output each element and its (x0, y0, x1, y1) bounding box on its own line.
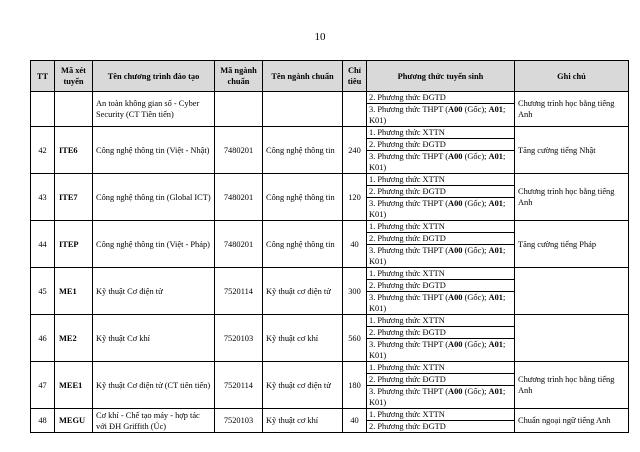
method-text: (Gốc); (462, 387, 489, 396)
note-cell: Chương trình học bằng tiếng Anh (515, 92, 629, 127)
table-row (31, 174, 629, 186)
method-text: A00 (448, 199, 463, 208)
table-row (31, 409, 629, 421)
major-code-cell: 7480201 (215, 127, 263, 174)
major-name-cell: Kỹ thuật cơ khí (263, 315, 343, 362)
method-text: ; (502, 387, 506, 396)
method-text: 3. Phương thức THPT ( (369, 152, 449, 161)
tt-cell (31, 92, 55, 127)
method-text: (Gốc); (462, 293, 489, 302)
method-text: 3. Phương thức THPT ( (369, 387, 449, 396)
method-cell: 2. Phương thức ĐGTD (367, 374, 515, 386)
table-row (31, 268, 629, 280)
header-tt: TT (31, 61, 55, 92)
table-row (31, 92, 629, 104)
quota-cell: 40 (343, 221, 367, 268)
note-cell (515, 268, 629, 315)
tt-cell: 43 (31, 174, 55, 221)
method-text: (Gốc); (462, 246, 489, 255)
method-text: K01) (369, 116, 387, 125)
method-text: A01 (488, 152, 503, 161)
method-cell (367, 245, 515, 268)
program-name-cell: Kỹ thuật Cơ khí (93, 315, 215, 362)
method-text: K01) (369, 398, 387, 407)
method-text: A01 (488, 293, 503, 302)
note-cell: Tăng cường tiếng Nhật (515, 127, 629, 174)
method-text: A01 (488, 387, 503, 396)
table-row (31, 221, 629, 233)
method-text: K01) (369, 351, 387, 360)
method-text: A00 (448, 152, 463, 161)
header-phuong-thuc: Phương thức tuyển sinh (367, 61, 515, 92)
method-text: ; (502, 293, 506, 302)
program-name-cell: Kỹ thuật Cơ điện tử (93, 268, 215, 315)
method-cell: 2. Phương thức ĐGTD (367, 327, 515, 339)
method-text: ; (502, 199, 506, 208)
program-code-cell: ME1 (55, 268, 93, 315)
major-name-cell: Công nghệ thông tin (263, 127, 343, 174)
major-code-cell: 7520103 (215, 409, 263, 433)
major-name-cell: Kỹ thuật cơ điện tử (263, 268, 343, 315)
method-cell (367, 151, 515, 174)
quota-cell: 300 (343, 268, 367, 315)
program-name-cell: Công nghệ thông tin (Global ICT) (93, 174, 215, 221)
method-text: A00 (448, 105, 463, 114)
major-code-cell: 7480201 (215, 174, 263, 221)
method-text: A00 (448, 293, 463, 302)
tt-cell: 48 (31, 409, 55, 433)
program-code-cell: ITE7 (55, 174, 93, 221)
note-cell: Chương trình học bằng tiếng Anh (515, 174, 629, 221)
admission-table (30, 60, 629, 433)
page-number: 10 (314, 31, 326, 43)
major-code-cell: 7480201 (215, 221, 263, 268)
program-code-cell: ITEP (55, 221, 93, 268)
program-code-cell (55, 92, 93, 127)
method-text: 3. Phương thức THPT ( (369, 105, 449, 114)
quota-cell: 120 (343, 174, 367, 221)
table-row (31, 362, 629, 374)
program-code-cell: MEE1 (55, 362, 93, 409)
header-ma-nganh-chuan: Mã ngành chuẩn (215, 61, 263, 92)
header-ma-xet-tuyen: Mã xét tuyển (55, 61, 93, 92)
method-cell: 1. Phương thức XTTN (367, 268, 515, 280)
method-text: 3. Phương thức THPT ( (369, 340, 449, 349)
method-text: K01) (369, 163, 387, 172)
program-code-cell: ITE6 (55, 127, 93, 174)
program-name-cell: An toàn không gian số - Cyber Security (CT Tiên tiến) (93, 92, 215, 127)
tt-cell: 47 (31, 362, 55, 409)
method-text: A01 (488, 199, 503, 208)
program-name-cell: Công nghệ thông tin (Việt - Nhật) (93, 127, 215, 174)
method-text: 3. Phương thức THPT ( (369, 293, 449, 302)
major-name-cell: Kỹ thuật cơ điện tử (263, 362, 343, 409)
method-cell: 1. Phương thức XTTN (367, 221, 515, 233)
major-code-cell (215, 92, 263, 127)
method-cell: 1. Phương thức XTTN (367, 174, 515, 186)
quota-cell: 240 (343, 127, 367, 174)
method-text: A00 (448, 246, 463, 255)
program-code-cell: ME2 (55, 315, 93, 362)
method-cell (367, 104, 515, 127)
method-text: ; (502, 152, 506, 161)
method-text: ; (502, 246, 506, 255)
note-cell: Chuẩn ngoại ngữ tiếng Anh (515, 409, 629, 433)
method-cell (367, 198, 515, 221)
method-cell: 1. Phương thức XTTN (367, 315, 515, 327)
method-text: (Gốc); (462, 105, 489, 114)
major-name-cell (263, 92, 343, 127)
major-name-cell: Công nghệ thông tin (263, 174, 343, 221)
method-text: A01 (488, 105, 503, 114)
method-text: K01) (369, 304, 387, 313)
note-cell: Tăng cường tiếng Pháp (515, 221, 629, 268)
note-cell: Chương trình học bằng tiếng Anh (515, 362, 629, 409)
method-text: 3. Phương thức THPT ( (369, 199, 449, 208)
method-text: ; (502, 105, 506, 114)
method-cell (367, 292, 515, 315)
method-cell: 1. Phương thức XTTN (367, 409, 515, 421)
method-cell: 2. Phương thức ĐGTD (367, 186, 515, 198)
method-cell: 1. Phương thức XTTN (367, 362, 515, 374)
quota-cell (343, 92, 367, 127)
method-cell: 2. Phương thức ĐGTD (367, 280, 515, 292)
method-cell: 2. Phương thức ĐGTD (367, 92, 515, 104)
program-name-cell: Cơ khí - Chế tạo máy - hợp tác với ĐH Griffith (Úc) (93, 409, 215, 433)
method-cell: 2. Phương thức ĐGTD (367, 233, 515, 245)
method-cell (367, 339, 515, 362)
method-cell (367, 386, 515, 409)
method-text: ; (502, 340, 506, 349)
method-cell: 2. Phương thức ĐGTD (367, 421, 515, 433)
note-cell (515, 315, 629, 362)
method-text: A00 (448, 340, 463, 349)
method-text: (Gốc); (462, 340, 489, 349)
method-text: (Gốc); (462, 152, 489, 161)
method-cell: 1. Phương thức XTTN (367, 127, 515, 139)
header-ten-chuong-trinh: Tên chương trình đào tạo (93, 61, 215, 92)
header-ten-nganh-chuan: Tên ngành chuẩn (263, 61, 343, 92)
method-cell: 2. Phương thức ĐGTD (367, 139, 515, 151)
tt-cell: 45 (31, 268, 55, 315)
method-text: K01) (369, 210, 387, 219)
tt-cell: 42 (31, 127, 55, 174)
header-ghi-chu: Ghi chú (515, 61, 629, 92)
program-name-cell: Kỹ thuật Cơ điện tử (CT tiên tiến) (93, 362, 215, 409)
table-row (31, 127, 629, 139)
method-text: 3. Phương thức THPT ( (369, 246, 449, 255)
tt-cell: 44 (31, 221, 55, 268)
method-text: (Gốc); (462, 199, 489, 208)
header-chi-tieu: Chỉ tiêu (343, 61, 367, 92)
major-code-cell: 7520103 (215, 315, 263, 362)
method-text: K01) (369, 257, 387, 266)
major-code-cell: 7520114 (215, 362, 263, 409)
major-name-cell: Công nghệ thông tin (263, 221, 343, 268)
program-name-cell: Công nghệ thông tin (Việt - Pháp) (93, 221, 215, 268)
header-row (31, 61, 629, 92)
table-row (31, 315, 629, 327)
quota-cell: 180 (343, 362, 367, 409)
tt-cell: 46 (31, 315, 55, 362)
program-code-cell: MEGU (55, 409, 93, 433)
method-text: A00 (448, 387, 463, 396)
method-text: A01 (488, 340, 503, 349)
quota-cell: 40 (343, 409, 367, 433)
method-text: A01 (488, 246, 503, 255)
major-name-cell: Kỹ thuật cơ khí (263, 409, 343, 433)
major-code-cell: 7520114 (215, 268, 263, 315)
quota-cell: 560 (343, 315, 367, 362)
